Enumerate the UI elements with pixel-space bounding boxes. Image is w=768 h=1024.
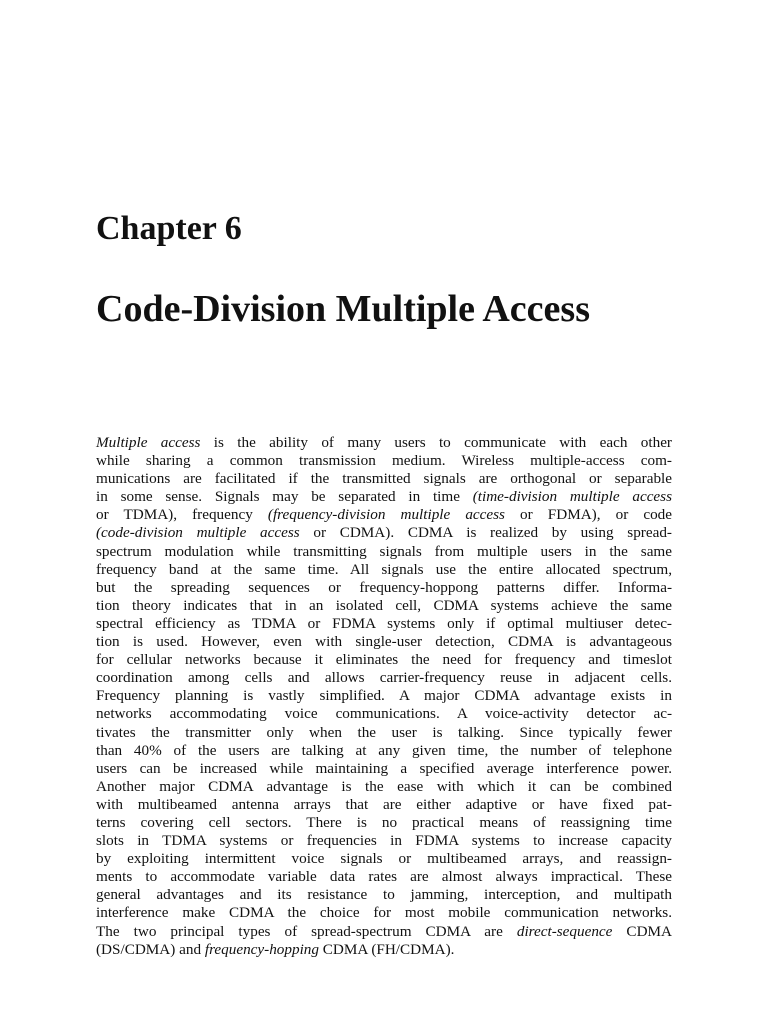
text-run: general advantages and its resistance to jamming, interception, and multipath [96,886,672,904]
paragraph-line [96,868,672,886]
text-run: Frequency planning is vastly simplified. A major CDMA advantage exists in [96,687,672,705]
paragraph-line [96,524,672,542]
text-run: slots in TDMA systems or frequencies in FDMA systems to increase capacity [96,832,672,850]
italic-term: Multiple access [96,434,201,451]
body-paragraph [96,434,672,959]
paragraph-line [96,850,672,868]
text-run: by exploiting intermittent voice signals or multibeamed arrays, and reassign- [96,850,672,868]
text-run: interference make CDMA the choice for most mobile communication networks. [96,904,672,922]
paragraph-line [96,923,672,941]
paragraph-line [96,633,672,651]
italic-term: (time-division multiple access [472,488,672,506]
text-run: or FDMA), or code [504,506,672,524]
paragraph-line [96,705,672,723]
text-run: terns covering cell sectors. There is no practical means of reassigning time [96,813,672,831]
text-run: or CDMA). CDMA is realized by using spread- [299,524,672,542]
text-run: is the ability of many users to communicate with each other [200,434,672,451]
italic-term: frequency-hopping [204,940,319,958]
text-run: but the spreading sequences or frequency-hoppong patterns differ. Informa- [96,578,672,596]
paragraph-line [96,597,672,615]
paragraph-line [96,687,672,705]
paragraph-line [96,543,672,561]
text-run: for cellular networks because it eliminates the need for frequency and timeslot [96,651,672,669]
italic-term: (code-division multiple access [96,524,300,542]
text-run: or TDMA), frequency [96,506,268,524]
paragraph-line [96,778,672,796]
paragraph-line [96,452,672,470]
paragraph-line [96,832,672,850]
text-run: CDMA [612,922,673,940]
paragraph-line [96,941,672,959]
chapter-title: Code-Division Multiple Access [96,288,590,330]
text-run: coordination among cells and allows carrier-frequency reuse in adjacent cells. [96,669,672,687]
text-run: The two principal types of spread-spectrum CDMA are [96,922,517,940]
text-run: users can be increased while maintaining a specified average interference power. [96,759,672,777]
text-run: tion theory indicates that in an isolated cell, CDMA systems achieve the same [96,596,672,614]
text-run: frequency band at the same time. All signals use the entire allocated spectrum, [96,560,672,578]
text-run: (DS/CDMA) and [96,940,205,958]
paragraph-line [96,470,672,488]
paragraph-line [96,561,672,579]
text-run: CDMA (FH/CDMA). [319,940,455,958]
paragraph-line [96,886,672,904]
text-run: spectral efficiency as TDMA or FDMA systems only if optimal multiuser detec- [96,614,672,632]
text-run: than 40% of the users are talking at any given time, the number of telephone [96,741,672,759]
paragraph-line [96,434,672,452]
paragraph-line [96,669,672,687]
text-run: networks accommodating voice communications. A voice-activity detector ac- [96,705,672,723]
text-run: Another major CDMA advantage is the ease with which it can be combined [96,777,672,795]
paragraph-line [96,724,672,742]
paragraph-line [96,651,672,669]
text-run: while sharing a common transmission medium. Wireless multiple-access com- [96,452,672,470]
paragraph-line [96,796,672,814]
text-run: in some sense. Signals may be separated in time [96,488,473,506]
paragraph-line [96,814,672,832]
paragraph-line [96,615,672,633]
italic-term: (frequency-division multiple access [267,506,505,524]
text-run: tion is used. However, even with single-user detection, CDMA is advantageous [96,633,672,651]
paragraph-line [96,579,672,597]
text-run: spectrum modulation while transmitting signals from multiple users in the same [96,542,672,560]
paragraph-line [96,488,672,506]
chapter-label: Chapter 6 [96,210,242,247]
text-run: with multibeamed antenna arrays that are either adaptive or have fixed pat- [96,795,672,813]
text-run: munications are facilitated if the transmitted signals are orthogonal or separable [96,470,672,488]
text-run: tivates the transmitter only when the user is talking. Since typically fewer [96,723,672,741]
paragraph-line [96,760,672,778]
text-run: ments to accommodate variable data rates are almost always impractical. These [96,868,672,886]
italic-term: direct-sequence [516,922,613,940]
paragraph-line [96,742,672,760]
paragraph-line [96,904,672,922]
paragraph-line [96,506,672,524]
